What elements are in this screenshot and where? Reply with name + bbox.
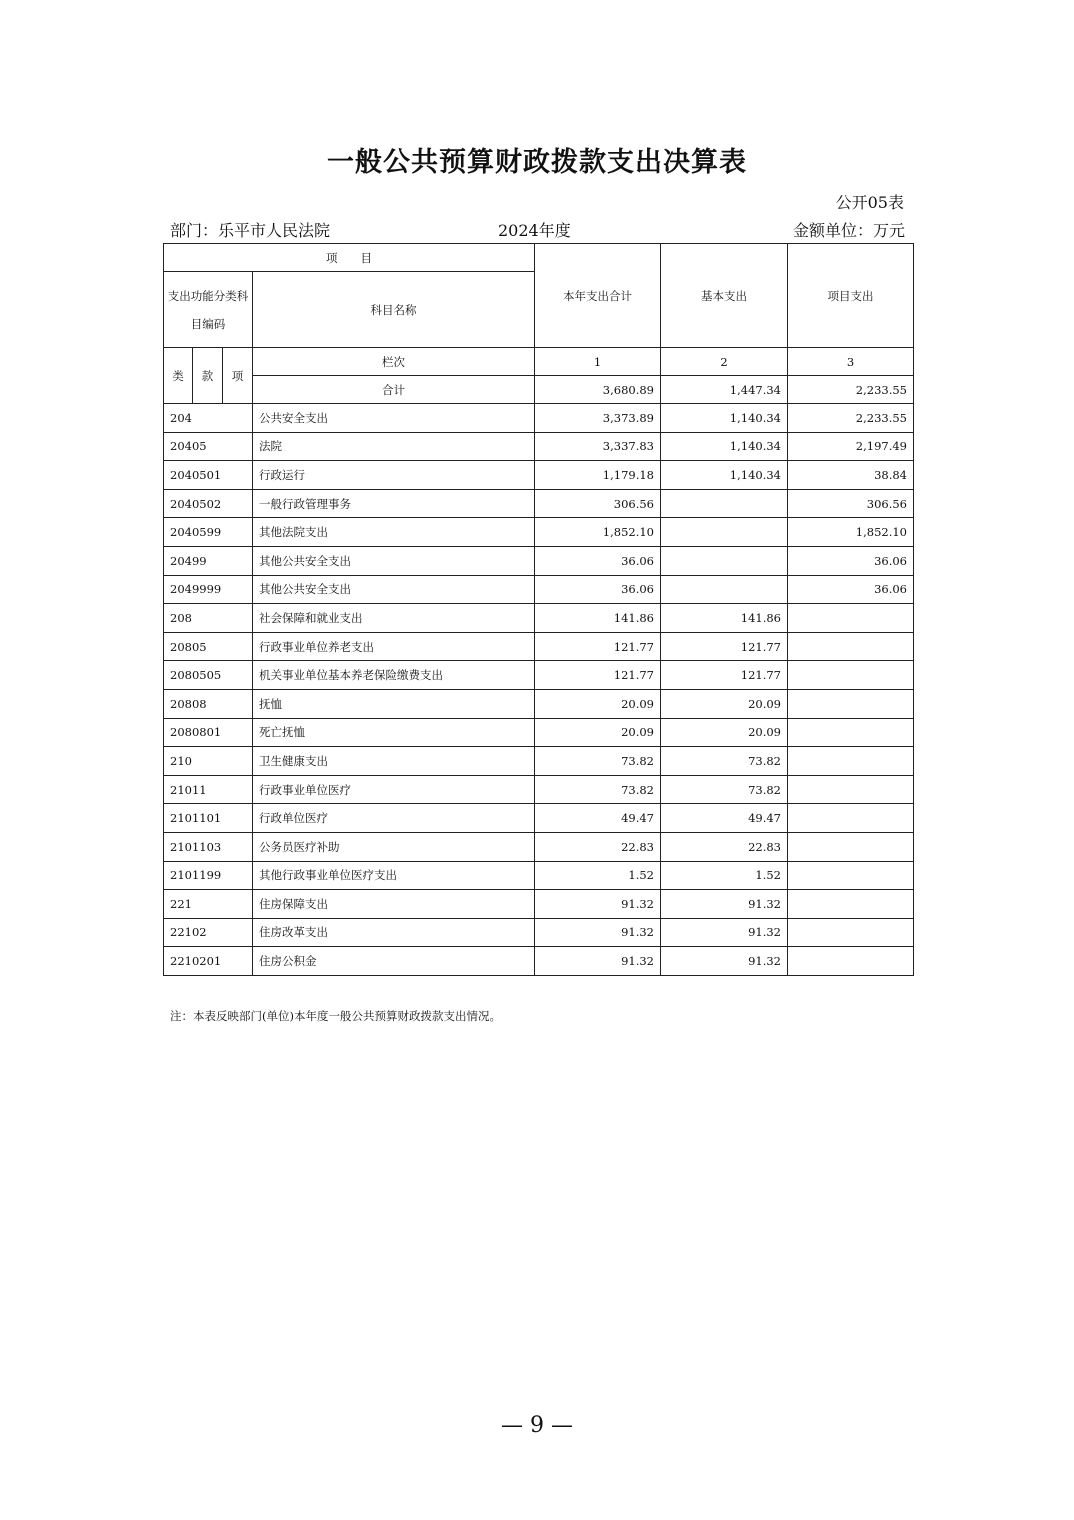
table-row [164,689,914,718]
column-2: 2 [661,348,788,376]
subject-code: 2080801 [164,718,253,747]
table-row [164,718,914,747]
basic-amount: 1,140.34 [661,432,788,461]
project-amount: 38.84 [788,461,914,490]
total-amount: 3,680.89 [535,376,661,404]
subject-name: 住房保障支出 [253,890,535,919]
basic-amount [661,546,788,575]
form-number: 公开05表 [835,193,904,212]
total-amount: 91.32 [535,890,661,919]
project-amount [788,804,914,833]
header-row [164,244,914,272]
total-amount: 306.56 [535,489,661,518]
project-amount [788,747,914,776]
project-amount [788,689,914,718]
subject-name: 其他行政事业单位医疗支出 [253,861,535,890]
basic-amount: 73.82 [661,775,788,804]
basic-amount: 20.09 [661,718,788,747]
subject-name: 住房公积金 [253,947,535,976]
basic-amount: 141.86 [661,604,788,633]
subject-code: 2101101 [164,804,253,833]
expenditure-table [163,243,914,976]
project-amount [788,832,914,861]
table-row [164,804,914,833]
basic-column-header: 基本支出 [661,244,788,348]
basic-amount: 1,140.34 [661,404,788,433]
table-row [164,861,914,890]
basic-amount: 121.77 [661,661,788,690]
total-amount: 91.32 [535,918,661,947]
total-amount: 121.77 [535,632,661,661]
subject-name: 法院 [253,432,535,461]
code-label: 支出功能分类科目编码 [164,272,253,348]
subject-code: 221 [164,890,253,919]
lei-label: 类 [164,348,193,404]
page-number: — 9 — [501,1413,573,1438]
subject-code: 20405 [164,432,253,461]
fiscal-year: 2024年度 [498,221,571,240]
project-amount [788,718,914,747]
total-amount: 73.82 [535,747,661,776]
total-label: 合计 [253,376,535,404]
subject-name: 行政事业单位医疗 [253,775,535,804]
subject-name: 死亡抚恤 [253,718,535,747]
subject-code: 2101199 [164,861,253,890]
table-row [164,890,914,919]
project-amount [788,632,914,661]
table-row [164,632,914,661]
column-order-label: 栏次 [253,348,535,376]
project-amount [788,947,914,976]
column-order-row [164,348,914,376]
total-amount: 20.09 [535,689,661,718]
table-row [164,747,914,776]
total-basic: 1,447.34 [661,376,788,404]
basic-amount: 1.52 [661,861,788,890]
subject-name: 住房改革支出 [253,918,535,947]
basic-amount: 91.32 [661,890,788,919]
total-amount: 121.77 [535,661,661,690]
subject-code: 20499 [164,546,253,575]
total-column-header: 本年支出合计 [535,244,661,348]
basic-amount [661,489,788,518]
basic-amount: 91.32 [661,918,788,947]
table-row [164,918,914,947]
basic-amount [661,518,788,547]
project-amount: 2,197.49 [788,432,914,461]
basic-amount [661,575,788,604]
project-column-header: 项目支出 [788,244,914,348]
total-amount: 1.52 [535,861,661,890]
table-row [164,461,914,490]
subject-name: 行政运行 [253,461,535,490]
table-row [164,775,914,804]
subject-name: 抚恤 [253,689,535,718]
footnote: 注：本表反映部门(单位)本年度一般公共预算财政拨款支出情况。 [170,1009,501,1023]
subject-code: 204 [164,404,253,433]
total-amount: 36.06 [535,575,661,604]
subject-name: 其他公共安全支出 [253,546,535,575]
table-row [164,832,914,861]
total-amount: 3,373.89 [535,404,661,433]
table-row [164,661,914,690]
basic-amount: 22.83 [661,832,788,861]
total-amount: 22.83 [535,832,661,861]
table-row [164,518,914,547]
subject-name: 社会保障和就业支出 [253,604,535,633]
total-project: 2,233.55 [788,376,914,404]
page-title: 一般公共预算财政拨款支出决算表 [327,147,747,178]
total-amount: 3,337.83 [535,432,661,461]
project-amount: 36.06 [788,575,914,604]
total-row [164,376,914,404]
subject-name: 一般行政管理事务 [253,489,535,518]
subject-code: 210 [164,747,253,776]
total-amount: 49.47 [535,804,661,833]
basic-amount: 49.47 [661,804,788,833]
project-amount [788,861,914,890]
xiang-label: 项 [223,348,253,404]
subject-code: 2080505 [164,661,253,690]
subject-code: 22102 [164,918,253,947]
project-amount: 36.06 [788,546,914,575]
subject-code: 2210201 [164,947,253,976]
item-header: 项 目 [164,244,535,272]
basic-amount: 73.82 [661,747,788,776]
subject-name: 行政单位医疗 [253,804,535,833]
subject-name: 卫生健康支出 [253,747,535,776]
basic-amount: 20.09 [661,689,788,718]
project-amount [788,775,914,804]
project-amount [788,661,914,690]
total-amount: 91.32 [535,947,661,976]
subject-name: 其他公共安全支出 [253,575,535,604]
subject-code: 2040599 [164,518,253,547]
total-amount: 141.86 [535,604,661,633]
subject-code: 2049999 [164,575,253,604]
subject-name: 公共安全支出 [253,404,535,433]
basic-amount: 121.77 [661,632,788,661]
subject-code: 208 [164,604,253,633]
name-label: 科目名称 [253,272,535,348]
subject-name: 机关事业单位基本养老保险缴费支出 [253,661,535,690]
total-amount: 1,179.18 [535,461,661,490]
table-row [164,404,914,433]
subject-code: 20808 [164,689,253,718]
subject-code: 20805 [164,632,253,661]
table-row [164,489,914,518]
total-amount: 73.82 [535,775,661,804]
column-1: 1 [535,348,661,376]
project-amount [788,890,914,919]
amount-unit: 金额单位：万元 [792,221,905,240]
subject-name: 其他法院支出 [253,518,535,547]
meta-line [170,218,905,240]
kuan-label: 款 [193,348,223,404]
project-amount: 306.56 [788,489,914,518]
subject-code: 21011 [164,775,253,804]
project-amount [788,918,914,947]
department: 部门：乐平市人民法院 [170,221,331,240]
table-row [164,947,914,976]
column-3: 3 [788,348,914,376]
project-amount [788,604,914,633]
total-amount: 36.06 [535,546,661,575]
basic-amount: 1,140.34 [661,461,788,490]
subject-name: 行政事业单位养老支出 [253,632,535,661]
subject-name: 公务员医疗补助 [253,832,535,861]
table-row [164,546,914,575]
basic-amount: 91.32 [661,947,788,976]
table-row [164,575,914,604]
project-amount: 1,852.10 [788,518,914,547]
table-row [164,432,914,461]
subject-code: 2101103 [164,832,253,861]
project-amount: 2,233.55 [788,404,914,433]
total-amount: 20.09 [535,718,661,747]
total-amount: 1,852.10 [535,518,661,547]
table-row [164,604,914,633]
subject-code: 2040501 [164,461,253,490]
subject-code: 2040502 [164,489,253,518]
